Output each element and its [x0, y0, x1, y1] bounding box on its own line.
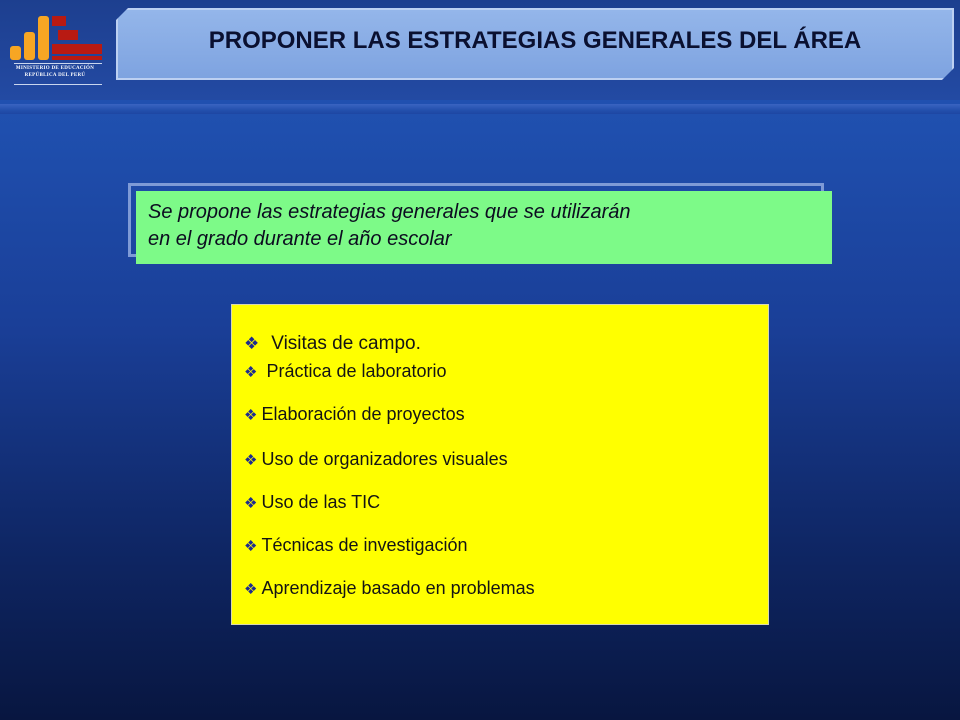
- strategy-label: Visitas de campo.: [271, 333, 421, 354]
- strategy-item: [244, 578, 535, 599]
- strategy-item: [244, 492, 380, 513]
- logo-bars-icon: [8, 10, 108, 66]
- strategy-label: Aprendizaje basado en problemas: [261, 578, 535, 598]
- strategy-item: [244, 333, 421, 355]
- four-diamond-bullet-icon: ❖: [244, 363, 258, 381]
- strategy-label: Práctica de laboratorio: [266, 361, 447, 381]
- page-title: PROPONER LAS ESTRATEGIAS GENERALES DEL ÁREA: [208, 27, 862, 54]
- ministry-logo: [8, 10, 108, 92]
- four-diamond-bullet-icon: ❖: [244, 451, 258, 469]
- logo-caption-country: REPÚBLICA DEL PERÚ: [24, 73, 86, 78]
- four-diamond-bullet-icon: ❖: [244, 494, 258, 512]
- strategy-label: Elaboración de proyectos: [261, 404, 465, 424]
- logo-rule-bottom: [14, 84, 102, 85]
- four-diamond-bullet-icon: ❖: [244, 406, 258, 424]
- strategies-box: [231, 304, 769, 625]
- four-diamond-bullet-icon: ❖: [244, 334, 260, 353]
- four-diamond-bullet-icon: ❖: [244, 580, 258, 598]
- logo-caption-ministry: MINISTERIO DE EDUCACIÓN: [15, 66, 95, 71]
- logo-rule-top: [14, 63, 102, 64]
- strategy-item: [244, 361, 447, 382]
- intro-box: [136, 191, 832, 264]
- strategy-label: Uso de organizadores visuales: [261, 449, 508, 469]
- strategy-label: Técnicas de investigación: [261, 535, 468, 555]
- intro-line-1: Se propone las estrategias generales que se utilizarán: [148, 201, 631, 223]
- strategy-item: [244, 535, 468, 556]
- intro-line-2: en el grado durante el año escolar: [148, 228, 452, 250]
- strategy-label: Uso de las TIC: [261, 492, 381, 512]
- strategy-item: [244, 449, 508, 470]
- header-divider: [0, 104, 960, 114]
- four-diamond-bullet-icon: ❖: [244, 537, 258, 555]
- strategy-item: [244, 404, 465, 425]
